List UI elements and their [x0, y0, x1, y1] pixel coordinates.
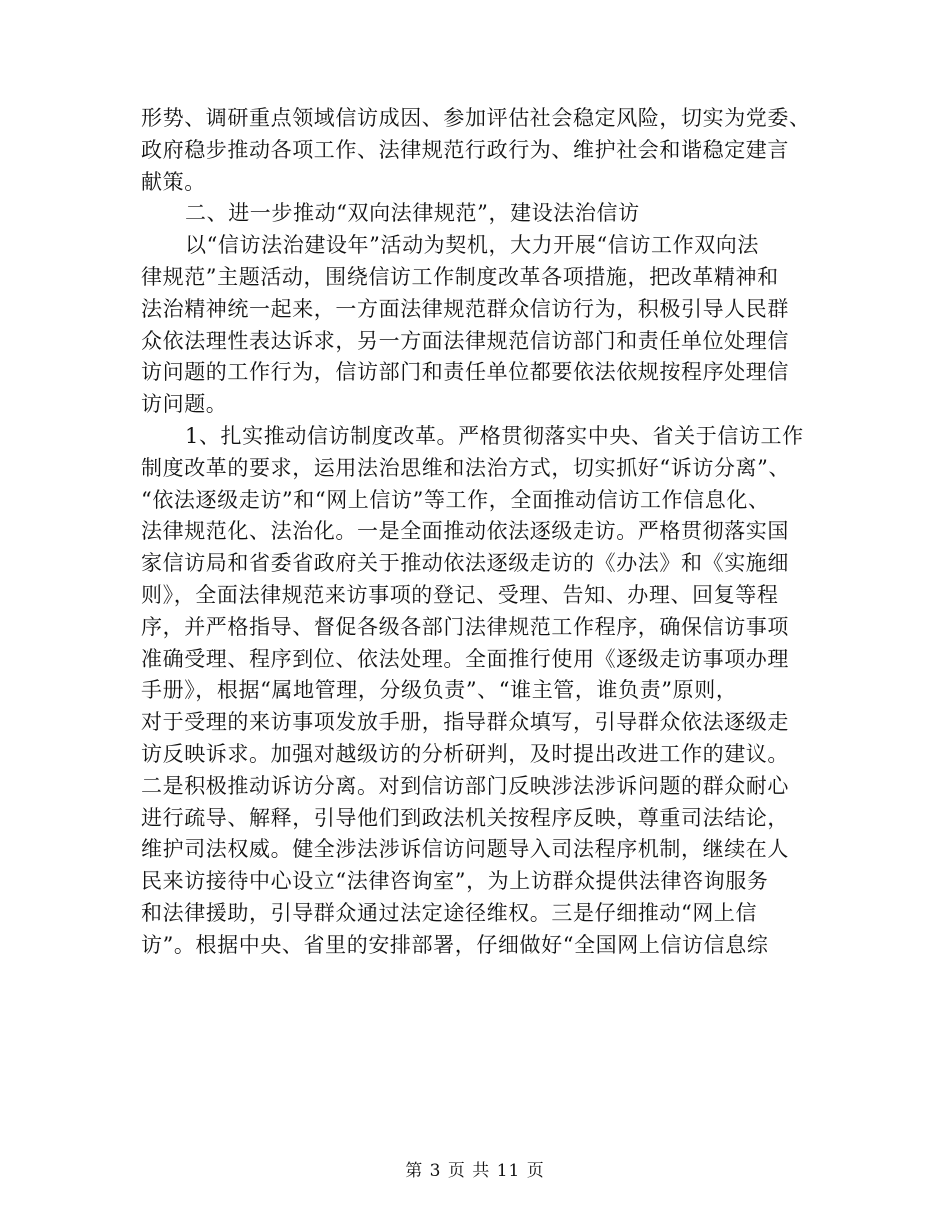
- document-body: [141, 103, 809, 962]
- text-line: 1、扎实推动信访制度改革。严格贯彻落实中央、省关于信访工作: [185, 423, 804, 448]
- text-line: 访反映诉求。加强对越级访的分析研判，及时提出改进工作的建议。: [141, 741, 789, 766]
- text-line: 访问题。: [141, 392, 228, 417]
- page-footer: 第 3 页 共 11 页: [405, 1161, 545, 1181]
- text-line: 以“信访法治建设年”活动为契机，大力开展“信访工作双向法: [185, 233, 760, 258]
- text-line: “依法逐级走访”和“网上信访”等工作，全面推动信访工作信息化、: [141, 487, 770, 512]
- text-line: 法治精神统一起来，一方面法律规范群众信访行为，积极引导人民群: [141, 296, 789, 321]
- text-line: 形势、调研重点领域信访成因、参加评估社会稳定风险，切实为党委、: [141, 106, 811, 130]
- text-line: 二、进一步推动“双向法律规范”，建设法治信访: [185, 201, 640, 226]
- text-line: 则》，全面法律规范来访事项的登记、受理、告知、办理、回复等程: [141, 582, 779, 607]
- text-line: 维护司法权威。健全涉法涉诉信访问题导入司法程序机制，继续在人: [141, 837, 789, 862]
- text-line: 制度改革的要求，运用法治思维和法治方式，切实抓好“诉访分离”、: [141, 455, 791, 480]
- text-line: 手册》，根据“属地管理，分级负责”、“谁主管，谁负责”原则，: [141, 678, 738, 703]
- text-line: 法律规范化、法治化。一是全面推动依法逐级走访。严格贯彻落实国: [141, 519, 789, 544]
- text-line: 二是积极推动诉访分离。对到信访部门反映涉法涉诉问题的群众耐心: [141, 773, 789, 798]
- text-line: 进行疏导、解释，引导他们到政法机关按程序反映，尊重司法结论，: [141, 805, 789, 830]
- text-line: 序，并严格指导、督促各级各部门法律规范工作程序，确保信访事项: [141, 614, 789, 639]
- text-line: 献策。: [141, 169, 206, 194]
- text-line: 政府稳步推动各项工作、法律规范行政行为、维护社会和谐稳定建言: [141, 137, 789, 162]
- text-line: 律规范”主题活动，围绕信访工作制度改革各项措施，把改革精神和: [141, 264, 779, 289]
- text-line: 和法律援助，引导群众通过法定途径维权。三是仔细推动“网上信: [141, 900, 758, 925]
- text-line: 对于受理的来访事项发放手册，指导群众填写，引导群众依法逐级走: [141, 710, 789, 735]
- text-line: 准确受理、程序到位、依法处理。全面推行使用《逐级走访事项办理: [141, 646, 789, 671]
- text-line: 访问题的工作行为，信访部门和责任单位都要依法依规按程序处理信: [141, 360, 789, 385]
- text-line: 众依法理性表达诉求，另一方面法律规范信访部门和责任单位处理信: [141, 328, 789, 353]
- text-line: 家信访局和省委省政府关于推动依法逐级走访的《办法》和《实施细: [141, 551, 789, 576]
- text-line: 访”。根据中央、省里的安排部署，仔细做好“全国网上信访信息综: [141, 932, 769, 957]
- text-line: 民来访接待中心设立“法律咨询室”，为上访群众提供法律咨询服务: [141, 869, 769, 894]
